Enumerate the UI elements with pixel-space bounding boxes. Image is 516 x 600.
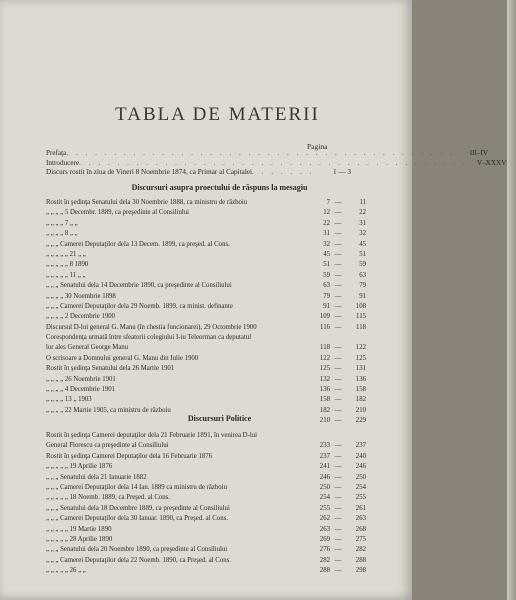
page-to: 131: [355, 365, 366, 373]
toc-entry-text: „ „ „ Camerei Deputaţilor dela 14 Ian. 1889 ca ministru de războiu: [46, 483, 227, 491]
dot-leader: . . . . . . . . . . . . . . . . . . . . . . . . . . . . . . . . . . . . . . . . .: [79, 158, 468, 167]
page-to: 32: [359, 230, 366, 238]
page-from: 31: [323, 230, 330, 238]
page-from: 51: [323, 261, 330, 269]
page-from: 246: [319, 473, 330, 481]
page-to: 275: [355, 535, 366, 543]
toc-row: [46, 364, 364, 374]
section-heading-politice: Discursuri Politice: [187, 414, 252, 423]
page-range-dash: —: [334, 199, 342, 206]
toc-row: [46, 514, 364, 524]
page-range-dash: —: [334, 515, 342, 523]
toc-row: [46, 525, 364, 535]
page-range-dash: —: [334, 282, 342, 290]
page-from: 254: [319, 494, 330, 502]
toc-entry-text: „ „ „ Camerei Deputaţilor dela 29 Noemb. 1899, ca minist. definante: [46, 302, 233, 310]
dot-leader: . . . . . . . . . . . . . . . . . . . . . . . . . . . . . . . . . . . . . . . . .: [66, 149, 455, 157]
toc-entry-text: „ „ „ „ „ 18 Noemb. 1889, ca Preşed. al Cons.: [46, 494, 171, 502]
page-from: 237: [319, 452, 330, 460]
page-edge: [507, 0, 516, 600]
toc-entry-text: „ „ „ „ „ 26 „ „: [46, 567, 86, 575]
toc-entry-text: „ „ „ „ „ 19 Martie 1890: [46, 525, 112, 533]
toc-entry-text: „ „ „ „ 22 Martie 1905, ca ministru de războiu: [46, 406, 171, 414]
page-to: 229: [355, 417, 366, 425]
toc-entry-text: „ „ „ „ 4 Decembrie 1901: [46, 386, 116, 394]
page-from: 276: [319, 546, 330, 554]
section-politice-list: [46, 431, 364, 576]
page-from: 210: [319, 417, 330, 425]
toc-row: [46, 535, 364, 545]
page-to: 115: [356, 313, 366, 321]
toc-row: [46, 208, 364, 218]
page-range-dash: —: [334, 302, 342, 310]
toc-row: [46, 292, 364, 302]
toc-row: [46, 556, 364, 566]
toc-entry-text: O scrisoare a Domnului general G. Manu din Iulie 1900: [46, 354, 199, 362]
page-to: 63: [359, 271, 366, 279]
page-range-dash: —: [334, 354, 342, 362]
page-to: 288: [355, 556, 366, 564]
page-range-dash: —: [334, 344, 342, 352]
toc-entry-text: „ „ „ Camerei Deputaţilor dela 13 Decem. 1899, ca preşed. al Cons.: [46, 240, 230, 248]
page-from: 158: [319, 396, 330, 404]
page-from: 122: [319, 354, 330, 362]
page-range-dash: —: [334, 546, 342, 554]
page-from: 91: [323, 302, 330, 310]
page-title: TABLA DE MATERII: [115, 104, 320, 125]
toc-entry-text: „ „ „ Senatului dela 21 Ianuarie 1882: [46, 473, 147, 481]
page-from: 118: [320, 344, 330, 352]
page-from: 262: [319, 515, 330, 523]
page-to: 282: [355, 546, 366, 554]
page-range-dash: —: [334, 209, 342, 217]
page-range-dash: —: [334, 240, 342, 248]
front-matter-row: [46, 149, 489, 159]
page-from: 269: [319, 535, 330, 543]
front-matter-list: [46, 149, 507, 178]
front-matter-row: [46, 168, 366, 178]
toc-row: [46, 312, 364, 322]
front-matter-row: [46, 158, 507, 169]
page-from: 288: [319, 567, 330, 575]
toc-row: [46, 323, 364, 333]
toc-entry-text: Rostit în şedinţa Camerei deputaţilor dela 21 Februarie 1891, în venirea D-lui: [46, 432, 258, 439]
toc-row: [46, 441, 364, 451]
toc-entry-text: „ „ „ „ 26 Noembrie 1901: [46, 375, 116, 383]
page-range-dash: —: [334, 452, 342, 460]
page-to: 250: [355, 473, 366, 481]
page-to: 51: [359, 250, 366, 258]
toc-entry-text: Rostit în şedinţa Senatului dela 26 Martie 1901: [46, 365, 175, 373]
toc-entry-text: Corespondenţa urmată între sfeatorii colegiului I-iu Teleorman ca deputatul: [46, 334, 252, 342]
page-to: 118: [356, 323, 366, 331]
page-to: 255: [355, 494, 366, 502]
toc-entry-text: „ „ „ Senatului dela 14 Decembrie 1890, ca preşedinte al Consiliului: [46, 282, 232, 290]
page-from: 250: [319, 483, 330, 491]
page-to: 246: [355, 463, 366, 471]
page-from: 132: [319, 375, 330, 383]
toc-row: [46, 385, 364, 395]
page-range-dash: —: [334, 375, 342, 383]
toc-entry-text: „ „ „ „ 5 Decembr. 1889, ca preşedinte al Consiliului: [46, 209, 190, 217]
toc-row: [46, 493, 364, 503]
page-to: 298: [355, 567, 366, 575]
toc-row: [46, 504, 364, 514]
page-to: 263: [355, 515, 366, 523]
page-from: 32: [323, 240, 330, 248]
page-to: 268: [355, 525, 366, 533]
toc-row: [46, 198, 364, 208]
toc-entry-text: „ „ „ „ 8 „ „: [46, 230, 78, 238]
toc-entry-text: „ „ „ „ „ 19 Aprilie 1876: [46, 463, 113, 471]
page-range-dash: —: [334, 494, 342, 502]
page-range-dash: —: [334, 504, 342, 512]
page-from: 233: [319, 442, 330, 450]
front-matter-pages: V–XXXV: [476, 158, 507, 167]
page-to: 237: [355, 442, 366, 450]
page-range-dash: —: [334, 483, 342, 491]
toc-entry-text: „ „ „ Senatului dela 20 Noembre 1890, ca preşedinte al Consiliului: [46, 546, 228, 554]
page-from: 79: [323, 292, 330, 300]
front-matter-pages: III–IV: [469, 149, 489, 157]
page-from: 255: [319, 504, 330, 512]
toc-row: [46, 452, 364, 462]
toc-row: [46, 281, 364, 291]
page-to: 210: [355, 406, 366, 414]
toc-entry-text: lor ales General George Manu: [46, 344, 129, 352]
dot-leader: . . . . . . .: [252, 168, 315, 176]
page-range-dash: —: [334, 396, 342, 404]
toc-row: [46, 271, 364, 281]
page-to: 158: [355, 386, 366, 394]
page-range-dash: —: [334, 386, 342, 394]
page-from: 59: [323, 271, 330, 279]
page-from: 125: [319, 365, 330, 373]
front-matter-label: Discurs rostit în ziua de Vineri 8 Noembrie 1874, ca Primar al Capitalei: [46, 168, 253, 176]
toc-row: [46, 545, 364, 555]
toc-entry-text: „ „ „ „ „ 8 1890: [46, 261, 89, 269]
page-to: 254: [355, 483, 366, 491]
page-from: 136: [319, 386, 330, 394]
page-from: 7: [326, 199, 330, 206]
front-matter-label: Prefaţa: [46, 149, 67, 157]
toc-row: [46, 354, 364, 364]
toc-row: [46, 219, 364, 229]
toc-entry-text: „ „ „ „ 2 Decembrie 1900: [46, 313, 116, 321]
page-from: 63: [323, 282, 330, 290]
toc-entry-text: Rostit în şedinţa Camerei Deputaţilor dela 16 Februarie 1876: [46, 452, 213, 460]
page-from: 282: [319, 556, 330, 564]
page-from: 12: [323, 209, 330, 217]
page-to: 240: [355, 452, 366, 460]
pagina-label: Pagina: [307, 142, 328, 151]
toc-entry-text: „ „ „ „ „ 11 „ „: [46, 271, 86, 279]
page-to: 182: [355, 396, 366, 404]
page-to: 11: [359, 199, 366, 206]
page-range-dash: —: [334, 292, 342, 300]
front-matter-label: Introducere: [46, 158, 80, 167]
toc-entry-text: „ „ „ Camerei Deputaţilor dela 22 Noemb. 1890, ca Preşed. al Cons.: [46, 556, 231, 564]
toc-entry-text: „ „ „ Senatului dela 18 Decembre 1889, ca preşedinte al Consiliului: [46, 504, 230, 512]
page-to: 108: [355, 302, 366, 310]
page-from: 182: [319, 406, 330, 414]
page-from: 241: [319, 463, 330, 471]
page-range-dash: —: [334, 442, 342, 450]
page-range-dash: —: [334, 219, 342, 227]
page-to: 91: [359, 292, 366, 300]
page-to: 45: [359, 240, 366, 248]
toc-row: [46, 566, 364, 576]
page-to: 22: [359, 209, 366, 217]
toc-row: [46, 229, 364, 239]
page-to: 79: [359, 282, 366, 290]
page-range-dash: —: [334, 313, 342, 321]
page-range-dash: —: [334, 525, 342, 533]
toc-entry-text: „ „ „ „ „ 21 „ „: [46, 250, 86, 258]
toc-row: [46, 240, 364, 250]
page-from: 116: [320, 323, 330, 331]
page-range-dash: —: [334, 567, 342, 575]
toc-entry-text: „ „ „ Camerei Deputaţilor dela 30 Ianuar. 1890, ca Preşed. al Cons.: [46, 515, 228, 523]
toc-row: [46, 375, 364, 385]
page-from: 263: [319, 525, 330, 533]
toc-row: [46, 333, 364, 343]
toc-entry-text: Discursul D-lui general G. Manu (în chestia funcionarei), 29 Octombrie 1900: [46, 323, 257, 331]
page-range-dash: —: [334, 463, 342, 471]
page-from: 22: [323, 219, 330, 227]
toc-row: [46, 395, 364, 405]
front-matter-pages: 1 — 3: [333, 168, 351, 176]
toc-entry-text: „ „ „ „ 13 „ 1903: [46, 396, 92, 404]
section-mesagiu-list: [46, 198, 364, 427]
toc-row: [46, 260, 364, 270]
page-to: 31: [359, 219, 366, 227]
toc-row: [46, 473, 364, 483]
page-to: 261: [355, 504, 366, 512]
toc-entry-text: „ „ „ „ „ 28 Aprilie 1890: [46, 535, 113, 543]
page-to: 59: [359, 261, 366, 269]
page-range-dash: —: [334, 473, 342, 481]
page-to: 125: [355, 354, 366, 362]
toc-row: [46, 462, 364, 472]
toc-entry-text: Rostit în şedinţa Senatului dela 30 Noembrie 1888, ca ministru de războiu: [46, 199, 248, 206]
page-range-dash: —: [334, 417, 342, 425]
page-to: 122: [355, 344, 366, 352]
toc-row: [46, 250, 364, 260]
section-heading-mesagiu: Discursuri asupra proectului de răspuns la mesagiu: [131, 183, 308, 192]
page-from: 109: [319, 313, 330, 321]
page-to: 136: [355, 375, 366, 383]
page-range-dash: —: [334, 271, 342, 279]
toc-entry-text: „ „ „ „ 7 „ „: [46, 219, 78, 227]
page-range-dash: —: [334, 261, 342, 269]
page-range-dash: —: [334, 230, 342, 238]
page-range-dash: —: [334, 323, 342, 331]
page-range-dash: —: [334, 250, 342, 258]
toc-row: [46, 302, 364, 312]
page-from: 45: [323, 250, 330, 258]
toc-row: [46, 431, 364, 441]
toc-entry-text: „ „ „ „ 30 Noembrie 1898: [46, 292, 116, 300]
toc-row: [46, 483, 364, 493]
page-range-dash: —: [334, 365, 342, 373]
page-range-dash: —: [334, 535, 342, 543]
toc-row: [46, 343, 364, 353]
toc-entry-text: General Florescu ca preşedinte al Consiliului: [46, 442, 169, 450]
page-range-dash: —: [334, 406, 342, 414]
page-range-dash: —: [334, 556, 342, 564]
